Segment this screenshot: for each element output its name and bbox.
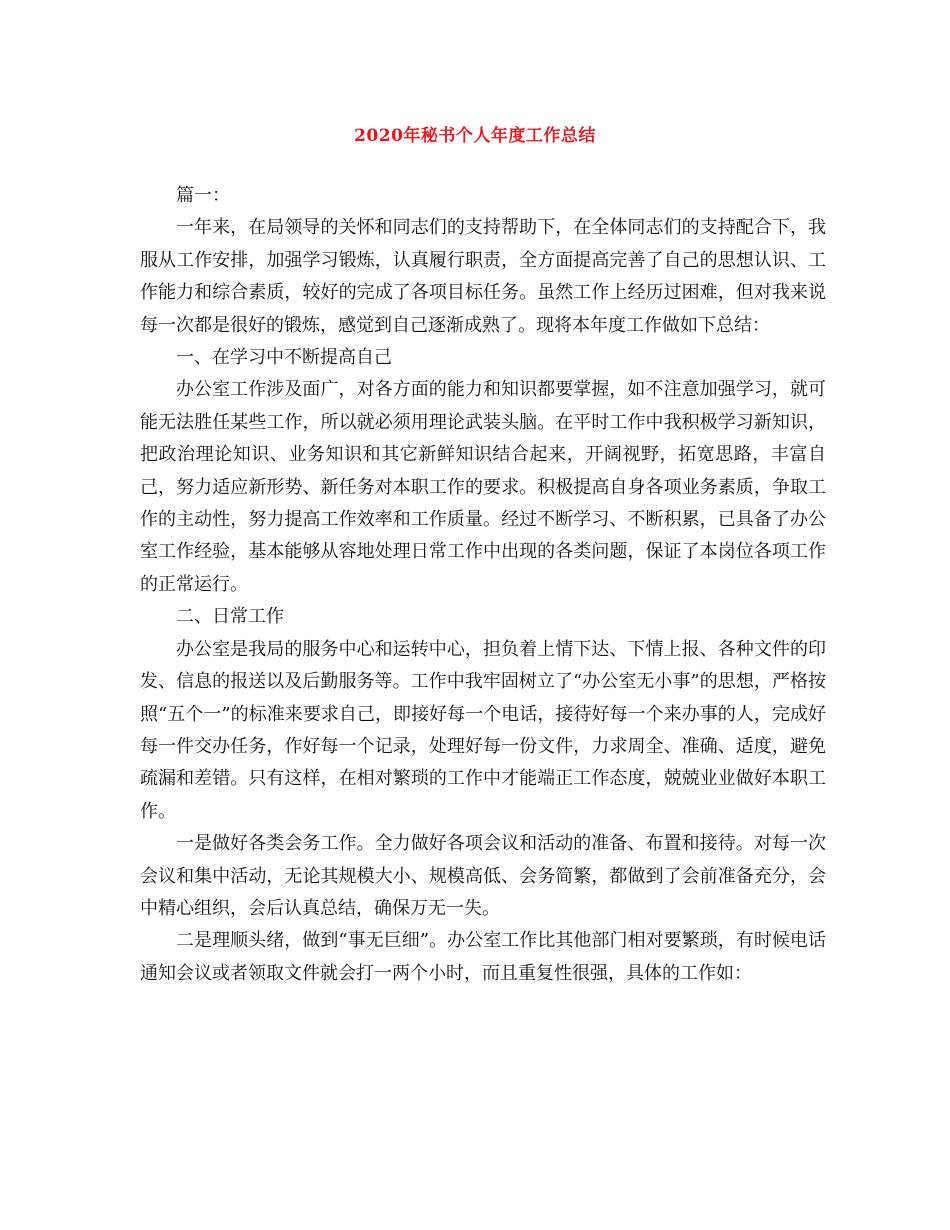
section-heading: 二、日常工作 — [176, 606, 284, 628]
document-body — [140, 180, 826, 990]
section-label: 篇一： — [176, 185, 230, 206]
document-title: 2020年秘书个人年度工作总结 — [354, 126, 596, 146]
body-paragraph: 办公室工作涉及面广，对各方面的能力和知识都要掌握，如不注意加强学习，就可能无法胜任某些工作，所以就必须用理论武装头脑。在平时工作中我积极学习新知识，把政治理论知识、业务知识和其它新鲜知识结合起来，开阔视野，拓宽思路，丰富自己，努力适应新形势、新任务对本职工作的要求。积极提高自身各项业务素质，争取工作的主动性，努力提高工作效率和工作质量。经过不断学习、不断积累，已具备了办公室工作经验，基本能够从容地处理日常工作中出现的各类问题，保证了本岗位各项工作的正常运行。 — [140, 379, 826, 595]
intro-paragraph: 一年来，在局领导的关怀和同志们的支持帮助下，在全体同志们的支持配合下，我服从工作安排，加强学习锻炼，认真履行职责，全方面提高完善了自己的思想认识、工作能力和综合素质，较好的完成了各项目标任务。虽然工作上经历过困难，但对我来说每一次都是很好的锻炼，感觉到自己逐渐成熟了。现将本年度工作做如下总结： — [140, 217, 826, 336]
section-heading: 一、在学习中不断提高自己 — [176, 347, 392, 369]
body-paragraph: 二是理顺头绪，做到“事无巨细”。办公室工作比其他部门相对要繁琐，有时候电话通知会议或者领取文件就会打一两个小时，而且重复性很强，具体的工作如： — [140, 930, 826, 984]
body-paragraph: 办公室是我局的服务中心和运转中心，担负着上情下达、下情上报、各种文件的印发、信息的报送以及后勤服务等。工作中我牢固树立了“办公室无小事”的思想，严格按照“五个一”的标准来要求自己，即接好每一个电话，接待好每一个来办事的人，完成好每一件交办任务，作好每一个记录，处理好每一份文件，力求周全、准确、适度，避免疏漏和差错。只有这样，在相对繁琐的工作中才能端正工作态度，兢兢业业做好本职工作。 — [140, 638, 826, 822]
body-paragraph: 一是做好各类会务工作。全力做好各项会议和活动的准备、布置和接待。对每一次会议和集中活动，无论其规模大小、规模高低、会务简繁，都做到了会前准备充分，会中精心组织，会后认真总结，确保万无一失。 — [140, 833, 826, 919]
